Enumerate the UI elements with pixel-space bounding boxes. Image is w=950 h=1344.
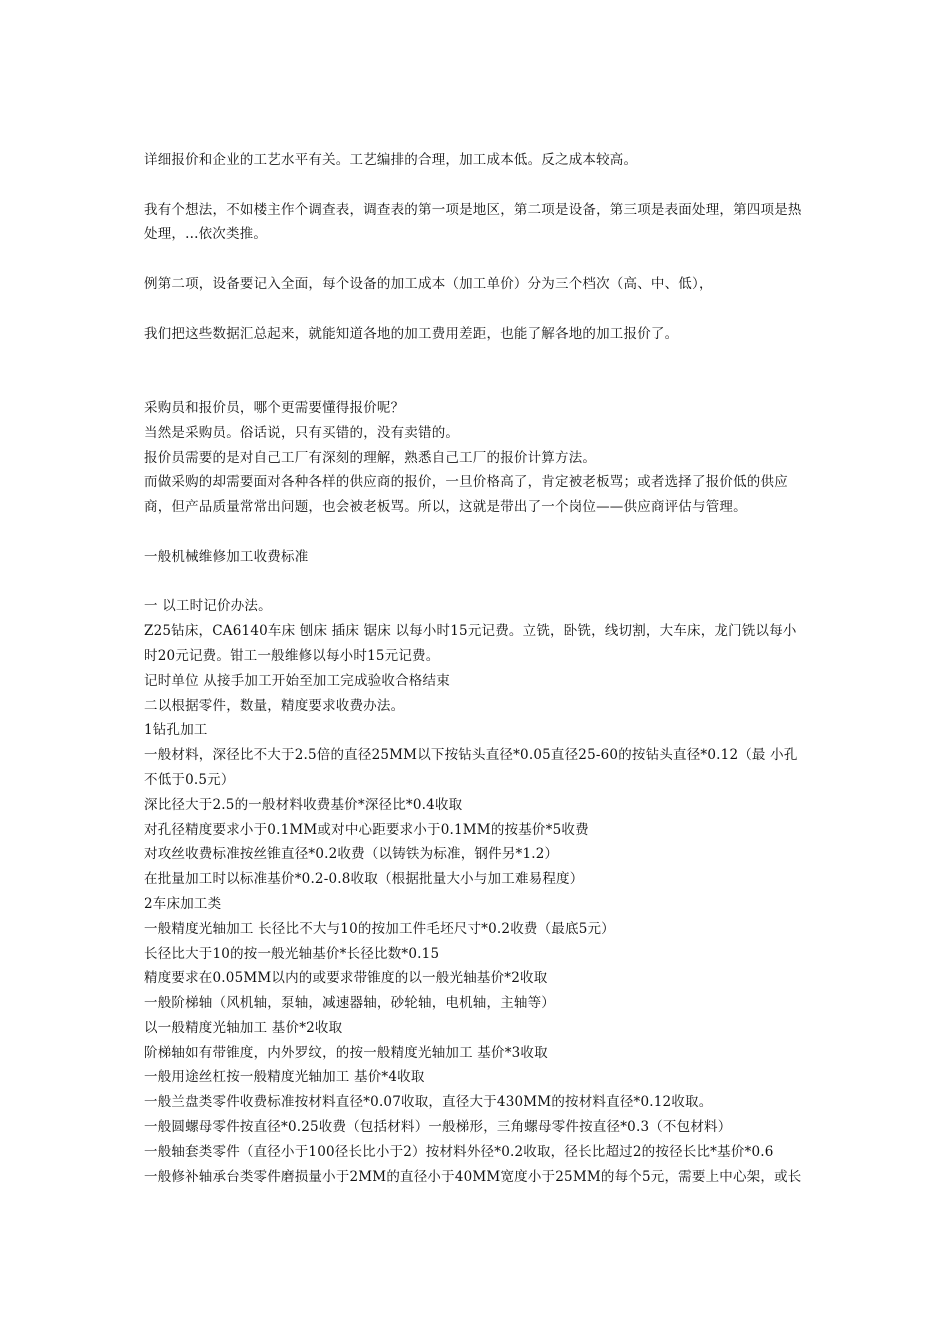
- spacer: [144, 570, 808, 595]
- paragraph-equipment-example: 例第二项，设备要记入全面，每个设备的加工成本（加工单价）分为三个档次（高、中、低），: [144, 275, 713, 292]
- fee-standard-line: 一般圆螺母零件按直径*0.25收费（包括材料）一般梯形，三角螺母零件按直径*0.3（不包材料）: [144, 1119, 732, 1136]
- fee-standard-line: 对攻丝收费标准按丝锥直径*0.2收费（以铸铁为标准，钢件另*1.2）: [144, 846, 559, 863]
- fee-standard-line: 精度要求在0.05MM以内的或要求带锥度的以一般光轴基价*2收取: [144, 970, 548, 987]
- fee-standard-line: 一般修补轴承台类零件磨损量小于2MM的直径小于40MM宽度小于25MM的每个5元，需要上中心架，或长: [144, 1168, 802, 1185]
- fee-standard-line: 长径比大于10的按一般光轴基价*长径比数*0.15: [144, 945, 440, 962]
- spacer: [144, 173, 808, 198]
- answer-line-3: 而做采购的却需要面对各种各样的供应商的报价，一旦价格高了，肯定被老板骂；或者选择了报价低的供应商，但产品质量常常出问题，也会被老板骂。所以，这就是带出了一个岗位——供应商评估与管理。: [144, 474, 788, 516]
- spacer: [144, 346, 808, 396]
- paragraph-survey-idea: 我有个想法，不如楼主作个调查表，调查表的第一项是地区，第二项是设备，第三项是表面处理，第四项是热处理，...依次类推。: [144, 201, 802, 243]
- answer-line-1: 当然是采购员。俗话说，只有买错的，没有卖错的。: [144, 424, 460, 441]
- question-line: 采购员和报价员，哪个更需要懂得报价呢？: [144, 399, 405, 416]
- fee-standard-line: 一般兰盘类零件收费标准按材料直径*0.07收取，直径大于430MM的按材料直径*0.12收取。: [144, 1094, 713, 1111]
- fee-standard-line: 深比径大于2.5的一般材料收费基价*深径比*0.4收取: [144, 796, 463, 813]
- answer-line-2: 报价员需要的是对自己工厂有深刻的理解，熟悉自己工厂的报价计算方法。: [144, 449, 597, 466]
- fee-standard-line: Z25钻床，CA6140车床 刨床 插床 锯床 以每小时15元记费。立铣，卧铣，线切割，大车床，龙门铣以每小时20元记费。钳工一般维修以每小时15元记费。: [144, 623, 797, 664]
- fee-standard-line: 一般材料，深径比不大于2.5倍的直径25MM以下按钻头直径*0.05直径25-60的按钻头直径*0.12（最 小孔不低于0.5元）: [144, 747, 798, 788]
- fee-standard-line: 一般轴套类零件（直径小于100径长比小于2）按材料外径*0.2收取，径长比超过2的按径长比*基价*0.6: [144, 1143, 774, 1160]
- spacer: [144, 247, 808, 272]
- fee-standard-line: 记时单位 从接手加工开始至加工完成验收合格结束: [144, 672, 450, 689]
- fee-standard-line: 对孔径精度要求小于0.1MM或对中心距要求小于0.1MM的按基价*5收费: [144, 821, 589, 838]
- paragraph-quote-craft: 详细报价和企业的工艺水平有关。工艺编排的合理，加工成本低。反之成本较高。: [144, 152, 638, 168]
- fee-standard-line: 一般用途丝杠按一般精度光轴加工 基价*4收取: [144, 1069, 425, 1086]
- fee-standard-line: 一般阶梯轴（风机轴，泵轴，减速器轴，砂轮轴，电机轴，主轴等）: [144, 995, 555, 1012]
- spacer: [144, 520, 808, 545]
- fee-standard-line: 二以根据零件，数量，精度要求收费办法。: [144, 697, 405, 714]
- fee-standard-line: 阶梯轴如有带锥度，内外罗纹，的按一般精度光轴加工 基价*3收取: [144, 1044, 548, 1061]
- fee-standard-line: 在批量加工时以标准基价*0.2-0.8收取（根据批量大小与加工难易程度）: [144, 871, 584, 888]
- fee-standard-line: 一般精度光轴加工 长径比不大与10的按加工件毛坯尺寸*0.2收费（最底5元）: [144, 920, 615, 937]
- fee-standard-line: 以一般精度光轴加工 基价*2收取: [144, 1019, 343, 1036]
- fee-standard-line: 2车床加工类: [144, 895, 222, 912]
- section-title: 一般机械维修加工收费标准: [144, 548, 309, 565]
- fee-standard-line: 1钻孔加工: [144, 722, 208, 739]
- document-body: [144, 148, 808, 1189]
- paragraph-data-summary: 我们把这些数据汇总起来，就能知道各地的加工费用差距，也能了解各地的加工报价了。: [144, 325, 679, 342]
- spacer: [144, 297, 808, 322]
- fee-standard-list: [144, 594, 808, 1189]
- fee-standard-line: 一 以工时记价办法。: [144, 598, 272, 615]
